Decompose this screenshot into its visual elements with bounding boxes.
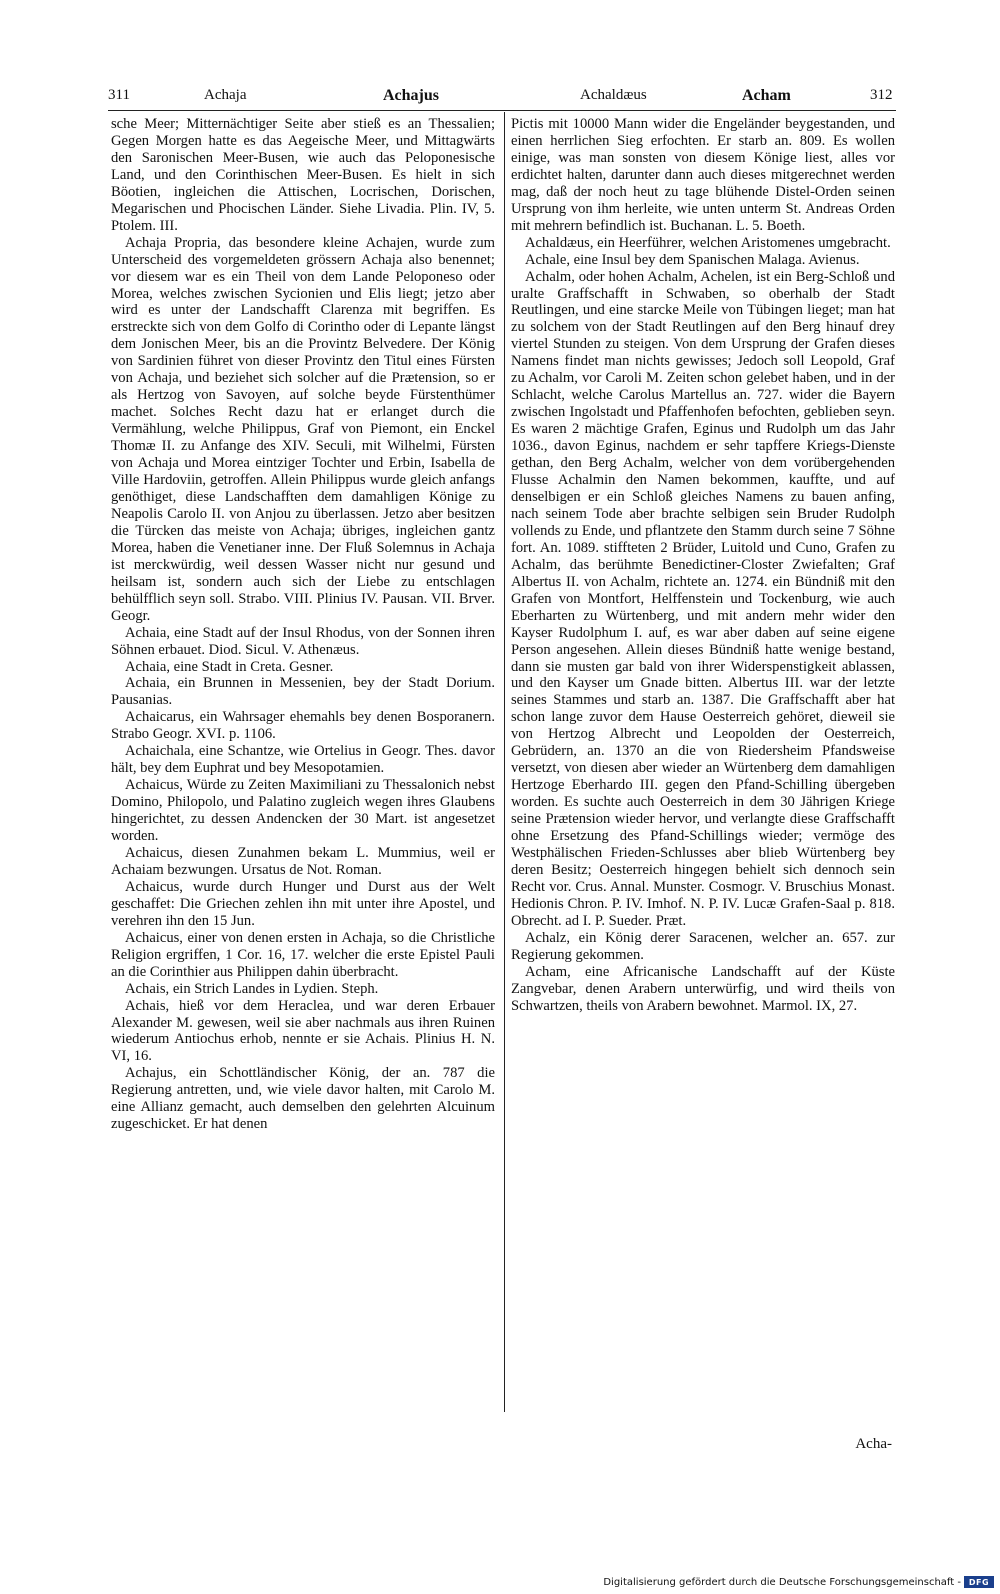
footer-text: Digitalisierung gefördert durch die Deutsche Forschungsgemeinschaft - bbox=[603, 1576, 961, 1588]
left-column bbox=[111, 116, 495, 1133]
entry-paragraph: Achaichala, eine Schantze, wie Ortelius in Geogr. Thes. davor hält, bey dem Euphrat und bey Mesopotamien. bbox=[111, 743, 495, 777]
header-rule bbox=[108, 110, 896, 111]
dfg-logo-icon[interactable]: DFG bbox=[964, 1576, 994, 1588]
entry-paragraph: Achalz, ein König derer Saracenen, welcher an. 657. zur Regierung gekommen. bbox=[511, 929, 895, 963]
headword-right: Acham bbox=[742, 87, 791, 104]
entry-paragraph: Acham, eine Africanische Landschafft auf der Küste Zangvebar, denen Arabern unterwürfig, und wird theils von Schwartzen, theils von Arabern bewohnet. Marmol. IX, 27. bbox=[511, 963, 895, 1014]
footer-credit bbox=[603, 1574, 994, 1590]
entry-paragraph: sche Meer; Mitternächtiger Seite aber stieß es an Thessalien; Gegen Morgen hatte es das Aegeische Meer, und Mittagwärts den Saronischen Meer-Busen, wie auch das Peloponesische Land, und den Corinthischen Meer-Busen. Es hielt in sich Böotien, ingleichen die Attischen, Locrischen, Dorischen, Megarischen und Phocischen Länder. Siehe Livadia. Plin. IV, 5. Ptolem. III. bbox=[111, 116, 495, 234]
entry-paragraph: Achaicus, einer von denen ersten in Achaja, so die Christliche Religion ergriffen, 1 Cor. 16, 17. welcher die erste Epistel Pauli an die Corinthier aus Philippen dahin überbracht. bbox=[111, 929, 495, 980]
entry-paragraph: Achale, eine Insul bey dem Spanischen Malaga. Avienus. bbox=[525, 251, 860, 268]
column-keyword-left: Achaja bbox=[204, 87, 247, 103]
entry-paragraph: Pictis mit 10000 Mann wider die Engeländer beygestanden, und einen herrlichen Sieg erfochten. Er starb an. 809. Es wollen einige, was man sonsten von diesem Könige liest, alles vor erdichtet halten, darunter dann auch dieses mitgerechnet werden mag, daß der noch heut zu tage blühende Distel-Orden seinen Ursprung von ihm herleite, wie unten unterm St. Andreas Orden mit mehrern befindlich ist. Buchanan. L. 5. Boeth. bbox=[511, 116, 895, 234]
page-number-left: 311 bbox=[108, 87, 130, 103]
entry-paragraph: Achaia, eine Stadt in Creta. Gesner. bbox=[125, 658, 334, 675]
entry-paragraph: Achais, hieß vor dem Heraclea, und war deren Erbauer Alexander M. gewesen, weil sie aber nachmals aus ihren Ruinen wiederum Antiochus erhob, nennte er sie Achais. Plinius H. N. VI, 16. bbox=[111, 997, 495, 1065]
column-divider bbox=[504, 112, 505, 1412]
page-header bbox=[100, 83, 900, 111]
entry-paragraph: Achalm, oder hohen Achalm, Achelen, ist ein Berg-Schloß und uralte Graffschafft in Schwaben, so oberhalb der Stadt Reutlingen, und eine starcke Meile von Tübingen lieget; man hat zu solchem von der Stadt Reutlingen auf den Berg hinauf drey viertel Stunden zu steigen. Von dem Ursprung der Grafen dieses Namens findet man nichts gewisses; Jedoch soll Leopold, Graf zu Achalm, vor Caroli M. Zeiten schon gelebet haben, und in der Schlacht, welche Carolus Martellus an. 727. wider die Bayern zwischen Ingolstadt und Pfaffenhofen befochten, geblieben seyn. Es waren 2 mächtige Grafen, Eginus und Rudolph um das Jahr 1036., davon Eginus, nachdem er sehr tapffere Kriegs-Dienste gethan, den Berg Achalm, welcher von dem vorübergehenden Flusse Achalmin den Namen bekommen, kauffte, und auf denselbigen er ein Schloß gleiches Namens zu bauen anfing, nach seinem Tode aber brachte selbigen sein Bruder Rudolph vollends zu Ende, und pflantzete den Stamm durch seine 7 Söhne fort. An. 1089. stiffteten 2 Brüder, Luitold und Cuno, Grafen zu Achalm, das berühmte Benedictiner-Closter Zwiefalten; Graf Albertus II. von Achalm, richtete an. 1274. ein Bündniß mit den Grafen von Montfort, Helffenstein und Tockenburg, wie auch Eberharten zu Würtenberg, und mit andern mehr wider den Kayser Rudolphum I. auf, es war aber daben auf seine eigene Person angesehen. Allein dieses Bündniß hatte wenige bestand, dann sie musten gar bald von ihrer Widerspenstigkeit ablassen, und den Kayser um Gnade bitten. Albertus III. war der letzte seines Stammes und starb an. 1387. Die Graffschafft aber hat schon lange zuvor dem Hause Oesterreich gehöret, dieweil sie von Hertzog Albrecht und Leopolden der Oesterreich, Gebrüdern, an. 1370 an die von Riedersheim Pfandsweise versetzt, von diesen aber wieder an Würtenberg dem damahligen Hertzoge Eberhardo III. gegen den Pfand-Schilling übergeben worden. Es suchte auch Oesterreich in dem 30 Jährigen Kriege seine Prætension wieder hervor, und verlangte diese Graffschafft ohne Ersetzung des Pfand-Schillings wieder; vermöge des Westphälischen Frieden-Schlusses aber blieb Würtenberg bey deren Besitz; Oesterreich hingegen behielt sich dennoch sein Recht vor. Crus. Annal. Munster. Cosmogr. V. Bruschius Monast. Hedionis Chron. P. IV. Imhof. N. P. IV. Lucæ Grafen-Saal p. 818. Obrecht. ad I. P. Sueder. Præt. bbox=[511, 268, 895, 929]
entry-paragraph: Achaldæus, ein Heerführer, welchen Aristomenes umgebracht. bbox=[525, 234, 891, 251]
entry-paragraph: Achaia, eine Stadt auf der Insul Rhodus, von der Sonnen ihren Söhnen erbauet. Diod. Sicul. V. Athenæus. bbox=[111, 624, 495, 658]
entry-paragraph: Achaicus, Würde zu Zeiten Maximiliani zu Thessalonich nebst Domino, Philopolo, und Palatino zugleich wegen ihres Glaubens hingerichtet, zu dessen Andencken der 30 Mart. ist angesetzet worden. bbox=[111, 777, 495, 845]
entry-paragraph: Achaja Propria, das besondere kleine Achajen, wurde zum Unterscheid des vorgemeldeten grössern Achaja also benennet; vor diesem war es ein Theil von dem Lande Peloponeso oder Morea, welches zwischen Sycionien und Elis liegt; jetzo aber wird es unter der Landschafft Clarenza mit begriffen. Es erstreckte sich von dem Golfo di Corintho oder di Lepante längst dem Jonischen Meer, bis an die Provintz Belvedere. Der König von Sardinien führet von dieser Provintz den Titul eines Fürsten von Achaja, und beziehet sich solcher auf die Prætension, so er als Hertzog von Savoyen, auf solche beyde Fürstenthümer machet. Solches Recht dazu hat er erlanget durch die Vermählung, welche Philippus, Graf von Piemont, ein Enckel Thomæ II. zu Anfange des XIV. Seculi, mit Wilhelmi, Fürsten von Achaja und Morea eintziger Tochter und Erbin, Isabella de Ville Hardoviin, getroffen. Allein Philippus wurde gleich anfangs genöthiget, diese Landschafften dem damahligen Könige zu Neapolis Carolo II. von Anjou zu überlassen. Jetzo aber besitzen die Türcken das meiste von Achaja; übriges, ingleichen gantz Morea, haben die Venetianer inne. Der Fluß Solemnus in Achaja ist merckwürdig, weil dessen Wasser nicht nur gesund und heilsam ist, sondern auch sich der Liebe zu entschlagen behülfflich seyn soll. Strabo. VIII. Plinius IV. Pausan. VII. Brver. Geogr. bbox=[111, 234, 495, 624]
page-number-right: 312 bbox=[870, 87, 893, 103]
entry-paragraph: Achais, ein Strich Landes in Lydien. Steph. bbox=[125, 980, 379, 997]
entry-paragraph: Achajus, ein Schottländischer König, der an. 787 die Regierung antretten, und, wie viele davor halten, mit Carolo M. eine Allianz gemacht, auch demselben den gelehrten Alcuinum zugeschicket. Er hat denen bbox=[111, 1065, 495, 1133]
catchword: Acha- bbox=[855, 1436, 892, 1452]
headword-left: Achajus bbox=[383, 87, 440, 104]
entry-paragraph: Achaicus, diesen Zunahmen bekam L. Mummius, weil er Achaiam bezwungen. Ursatus de Not. Roman. bbox=[111, 844, 495, 878]
right-column bbox=[511, 116, 895, 1015]
entry-paragraph: Achaia, ein Brunnen in Messenien, bey der Stadt Dorium. Pausanias. bbox=[111, 675, 495, 709]
column-keyword-right: Achaldæus bbox=[580, 87, 647, 103]
entry-paragraph: Achaicus, wurde durch Hunger und Durst aus der Welt geschaffet: Die Griechen zehlen ihn mit unter ihre Apostel, und verehren ihn den 15 Jun. bbox=[111, 878, 495, 929]
entry-paragraph: Achaicarus, ein Wahrsager ehemahls bey denen Bosporanern. Strabo Geogr. XVI. p. 1106. bbox=[111, 709, 495, 743]
